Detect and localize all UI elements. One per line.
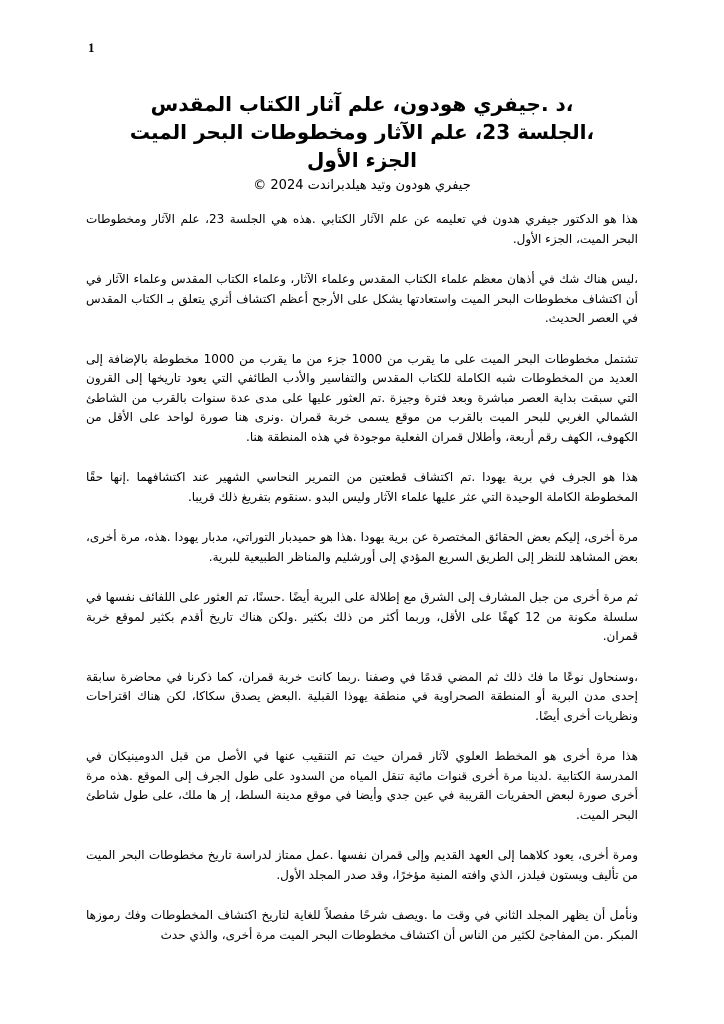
paragraph-3: تشتمل مخطوطات البحر الميت على ما يقرب من 1000 جزء من ما يقرب من 1000 مخطوطة بالإضافة إلى العديد من المخطوطات شبه الكاملة للكتاب المقدس والتفاسير والأدب الطائفي التي يعود تاريخها إلى القرون التي سبقت بداية العصر مباشرة وبعد فترة وجيزة .تم العثور عليها على مدى عدة سنوات بالقرب من الشاطئ الشمالي الغربي للبحر الميت بالقرب من موقع يسمى خربة قمران .ونرى هنا صورة لواحد على الأقل من الكهوف، الكهف رقم أربعة، وأطلال قمران الفعلية موجودة في هذه المنطقة هنا. [86,351,638,444]
page-number: 1 [88,40,95,55]
paragraph-6: ثم مرة أخرى من جبل المشارف إلى الشرق مع إطلالة على البرية أيضًا .حسنًا، تم العثور على اللفائف نفسها في سلسلة مكونة من 12 كهفًا على الأقل، وربما أكثر من ذلك بكثير .ولكن هناك تاريخ أقدم بكثير لموقع خربة قمران. [86,590,639,643]
paragraph-2: ،ليس هناك شك في أذهان معظم علماء الكتاب المقدس وعلماء الآثار، وعلماء الكتاب المقدس وعلماء الآثار في أن اكتشاف مخطوطات البحر الميت واستعادتها يشكل على الأرجح أعظم اكتشاف أثري يتعلق بـ الكتاب المقدس في العصر الحديث. [86,272,638,325]
title-line-3: الجزء الأول [307,148,417,172]
document-header [80,90,644,196]
paragraph-9: ومرة أخرى، يعود كلاهما إلى العهد القديم وإلى قمران نفسها .عمل ممتاز لدراسة تاريخ مخطوطات البحر الميت من تأليف ويستون فيلدز، الذي وافته المنية مؤخرًا، وقد صدر المجلد الأول. [86,848,638,882]
paragraph-7: ،وسنحاول نوعًا ما فك ذلك ثم المضي قدمًا في وصفنا .ربما كانت خربة قمران، كما ذكرنا في محاضرة سابقة إحدى مدن البرية أو المنطقة الصحراوية في منطقة يهوذا القبلية .البعض يصدق سكاكا، لكن هناك اقتراحات ونظريات أخرى أيضًا. [86,669,638,723]
paragraph-1: هذا هو الدكتور جيفري هدون في تعليمه عن علم الآثار الكتابي .هذه هي الجلسة 23، علم الآثار ومخطوطات البحر الميت، الجزء الأول. [86,212,638,246]
copyright-line: جيفري هودون وتيد هيلدبراندت 2024 © [253,178,471,193]
title-line-1: ،د .جيفري هودون، علم آثار الكتاب المقدس [150,92,574,116]
paragraph-10: ونأمل أن يظهر المجلد الثاني في وقت ما .ويصف شرحًا مفصلاً للغاية لتاريخ اكتشاف المخطوطات وفك رموزها المبكر .من المفاجئ لكثير من الناس أن اكتشاف مخطوطات البحر الميت مرة أخرى، والذي حدث [86,908,638,942]
document-body [86,210,638,966]
paragraph-8: هذا مرة أخرى هو المخطط العلوي لآثار قمران حيث تم التنقيب عنها في الأصل من قبل الدومينيكان في المدرسة الكتابية .لدينا مرة أخرى قنوات مائية تنقل المياه من السدود على طول الجرف إلى الموقع .هذه مرة أخرى صورة لبعض الحفريات القريبة في عين جدي وأيضا في موقع مدينة السلط، إر ها ملك، على طول شاطئ البحر الميت. [86,749,638,822]
paragraph-4: هذا هو الجرف في برية يهودا .تم اكتشاف قطعتين من التمرير النحاسي الشهير عند اكتشافهما .إنها حقًا المخطوطة الكاملة الوحيدة التي عثر عليها علماء الآثار وليس البدو .سنقوم بتفريغ ذلك قريبا. [86,470,638,504]
paragraph-5: مرة أخرى، إليكم بعض الحقائق المختصرة عن برية يهودا .هذا هو حميدبار التوراتي، مدبار يهودا .هذه، مرة أخرى، بعض المشاهد للنظر إلى الطريق السريع المؤدي إلى أورشليم والمناظر الطبيعية للبرية. [86,530,638,564]
title-line-2: ،الجلسة 23، علم الآثار ومخطوطات البحر الميت [129,120,595,144]
